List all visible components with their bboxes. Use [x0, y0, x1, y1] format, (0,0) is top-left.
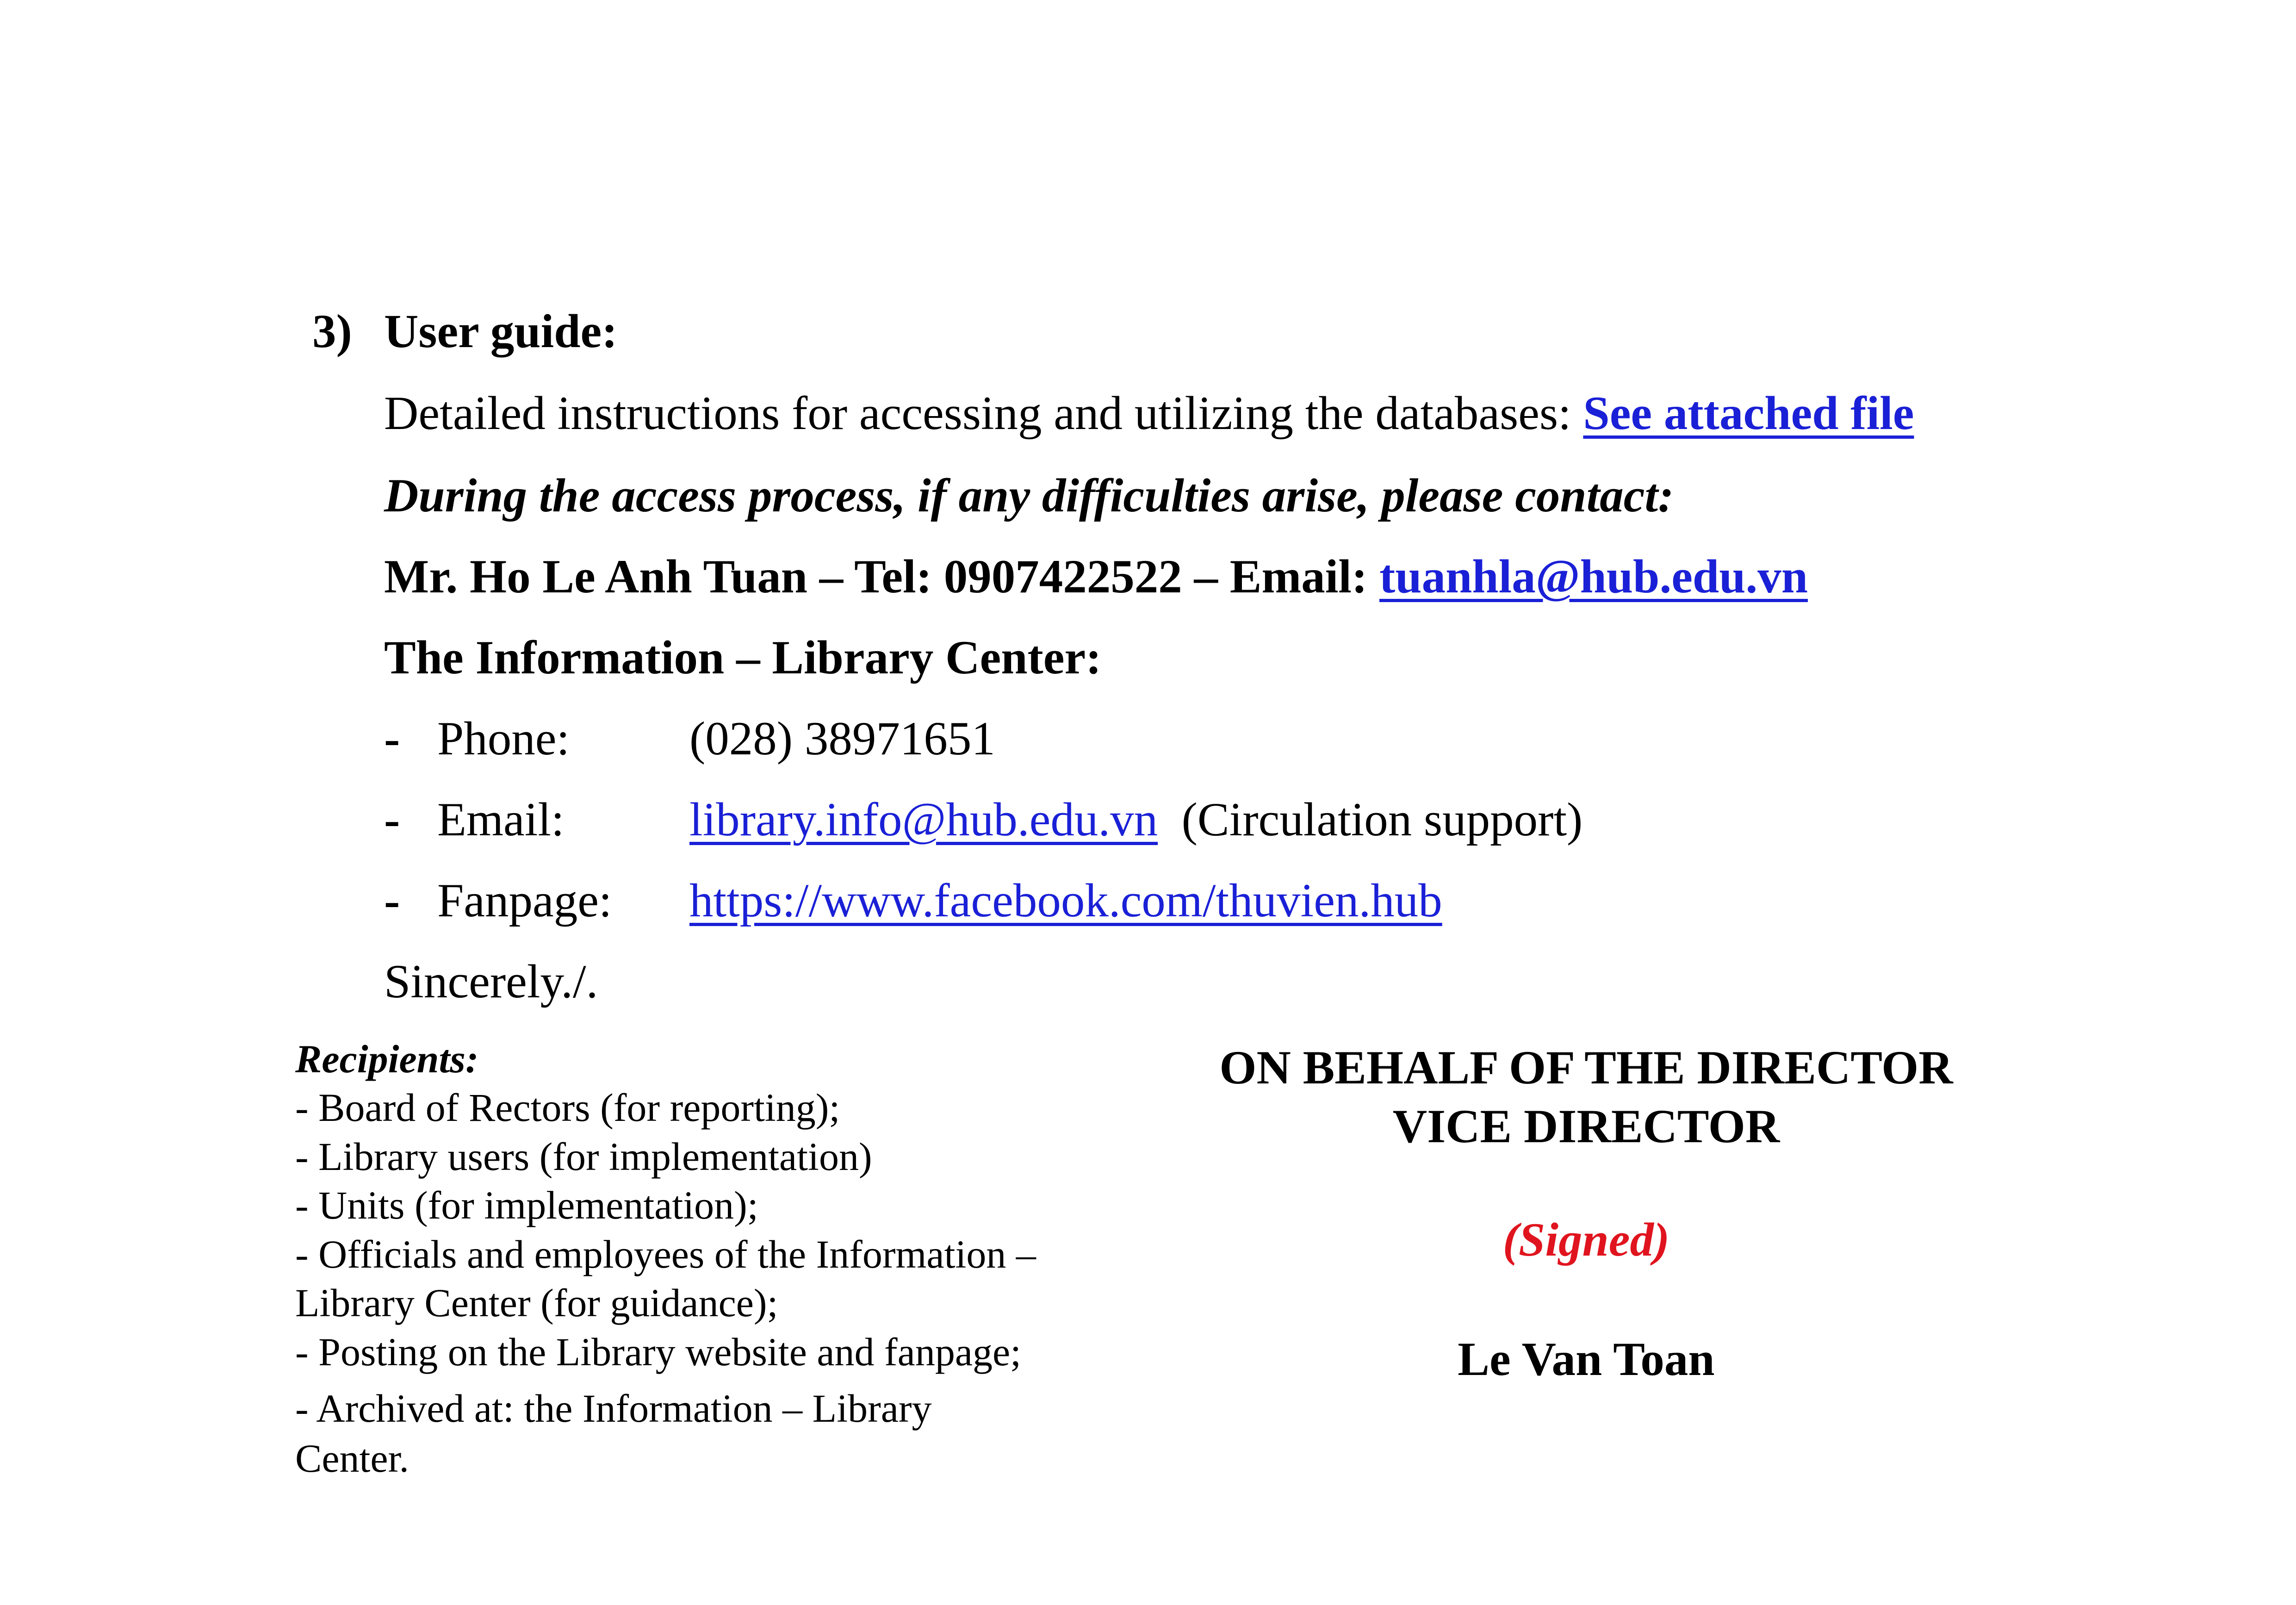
instructions-line [384, 387, 1914, 440]
recipient-line: Center. [295, 1436, 409, 1481]
recipient-line: - Units (for implementation); [295, 1183, 758, 1227]
contact-label-email: Email: [437, 793, 565, 846]
recipient-line: - Archived at: the Information – Library [295, 1386, 932, 1431]
recipient-line: Library Center (for guidance); [295, 1281, 778, 1325]
contact-value-phone: (028) 38971651 [689, 712, 995, 765]
contact-bullet-email: - [384, 793, 400, 846]
contact-person-email-link[interactable]: tuanhla@hub.edu.vn [1379, 550, 1808, 603]
attached-file-link[interactable]: See attached file [1583, 387, 1914, 440]
signed-mark: (Signed) [1502, 1213, 1670, 1266]
email-suffix: (Circulation support) [1181, 793, 1583, 846]
library-email-link[interactable]: library.info@hub.edu.vn [689, 793, 1158, 846]
email-suffix-spacer [1158, 793, 1182, 846]
signature-title-line1: ON BEHALF OF THE DIRECTOR [1219, 1041, 1953, 1094]
contact-label-phone: Phone: [437, 712, 570, 765]
section-number: 3) [312, 305, 352, 358]
signature-title-line2: VICE DIRECTOR [1392, 1100, 1780, 1153]
section-heading: User guide: [384, 305, 618, 358]
contact-value-email-line [689, 793, 1583, 846]
contact-label-fanpage: Fanpage: [437, 874, 612, 927]
fanpage-link[interactable]: https://www.facebook.com/thuvien.hub [689, 874, 1442, 927]
contact-person-text: Mr. Ho Le Anh Tuan – Tel: 0907422522 – Email: [384, 550, 1380, 603]
recipient-line: - Board of Rectors (for reporting); [295, 1085, 840, 1130]
center-title: The Information – Library Center: [384, 631, 1102, 684]
contact-bullet-phone: - [384, 712, 400, 765]
recipient-line: - Posting on the Library website and fanpage; [295, 1330, 1022, 1374]
contact-person-line [384, 550, 1808, 603]
instructions-text: Detailed instructions for accessing and utilizing the databases: [384, 387, 1583, 440]
difficulty-note: During the access process, if any difficulties arise, please contact: [384, 469, 1674, 522]
contact-bullet-fanpage: - [384, 874, 400, 927]
recipient-line: - Officials and employees of the Information – [295, 1232, 1036, 1276]
signer-name: Le Van Toan [1458, 1333, 1715, 1386]
contact-value-fanpage [689, 874, 1442, 927]
recipient-line: - Library users (for implementation) [295, 1134, 872, 1179]
recipients-title: Recipients: [295, 1037, 479, 1081]
closing-text: Sincerely./. [384, 955, 598, 1008]
